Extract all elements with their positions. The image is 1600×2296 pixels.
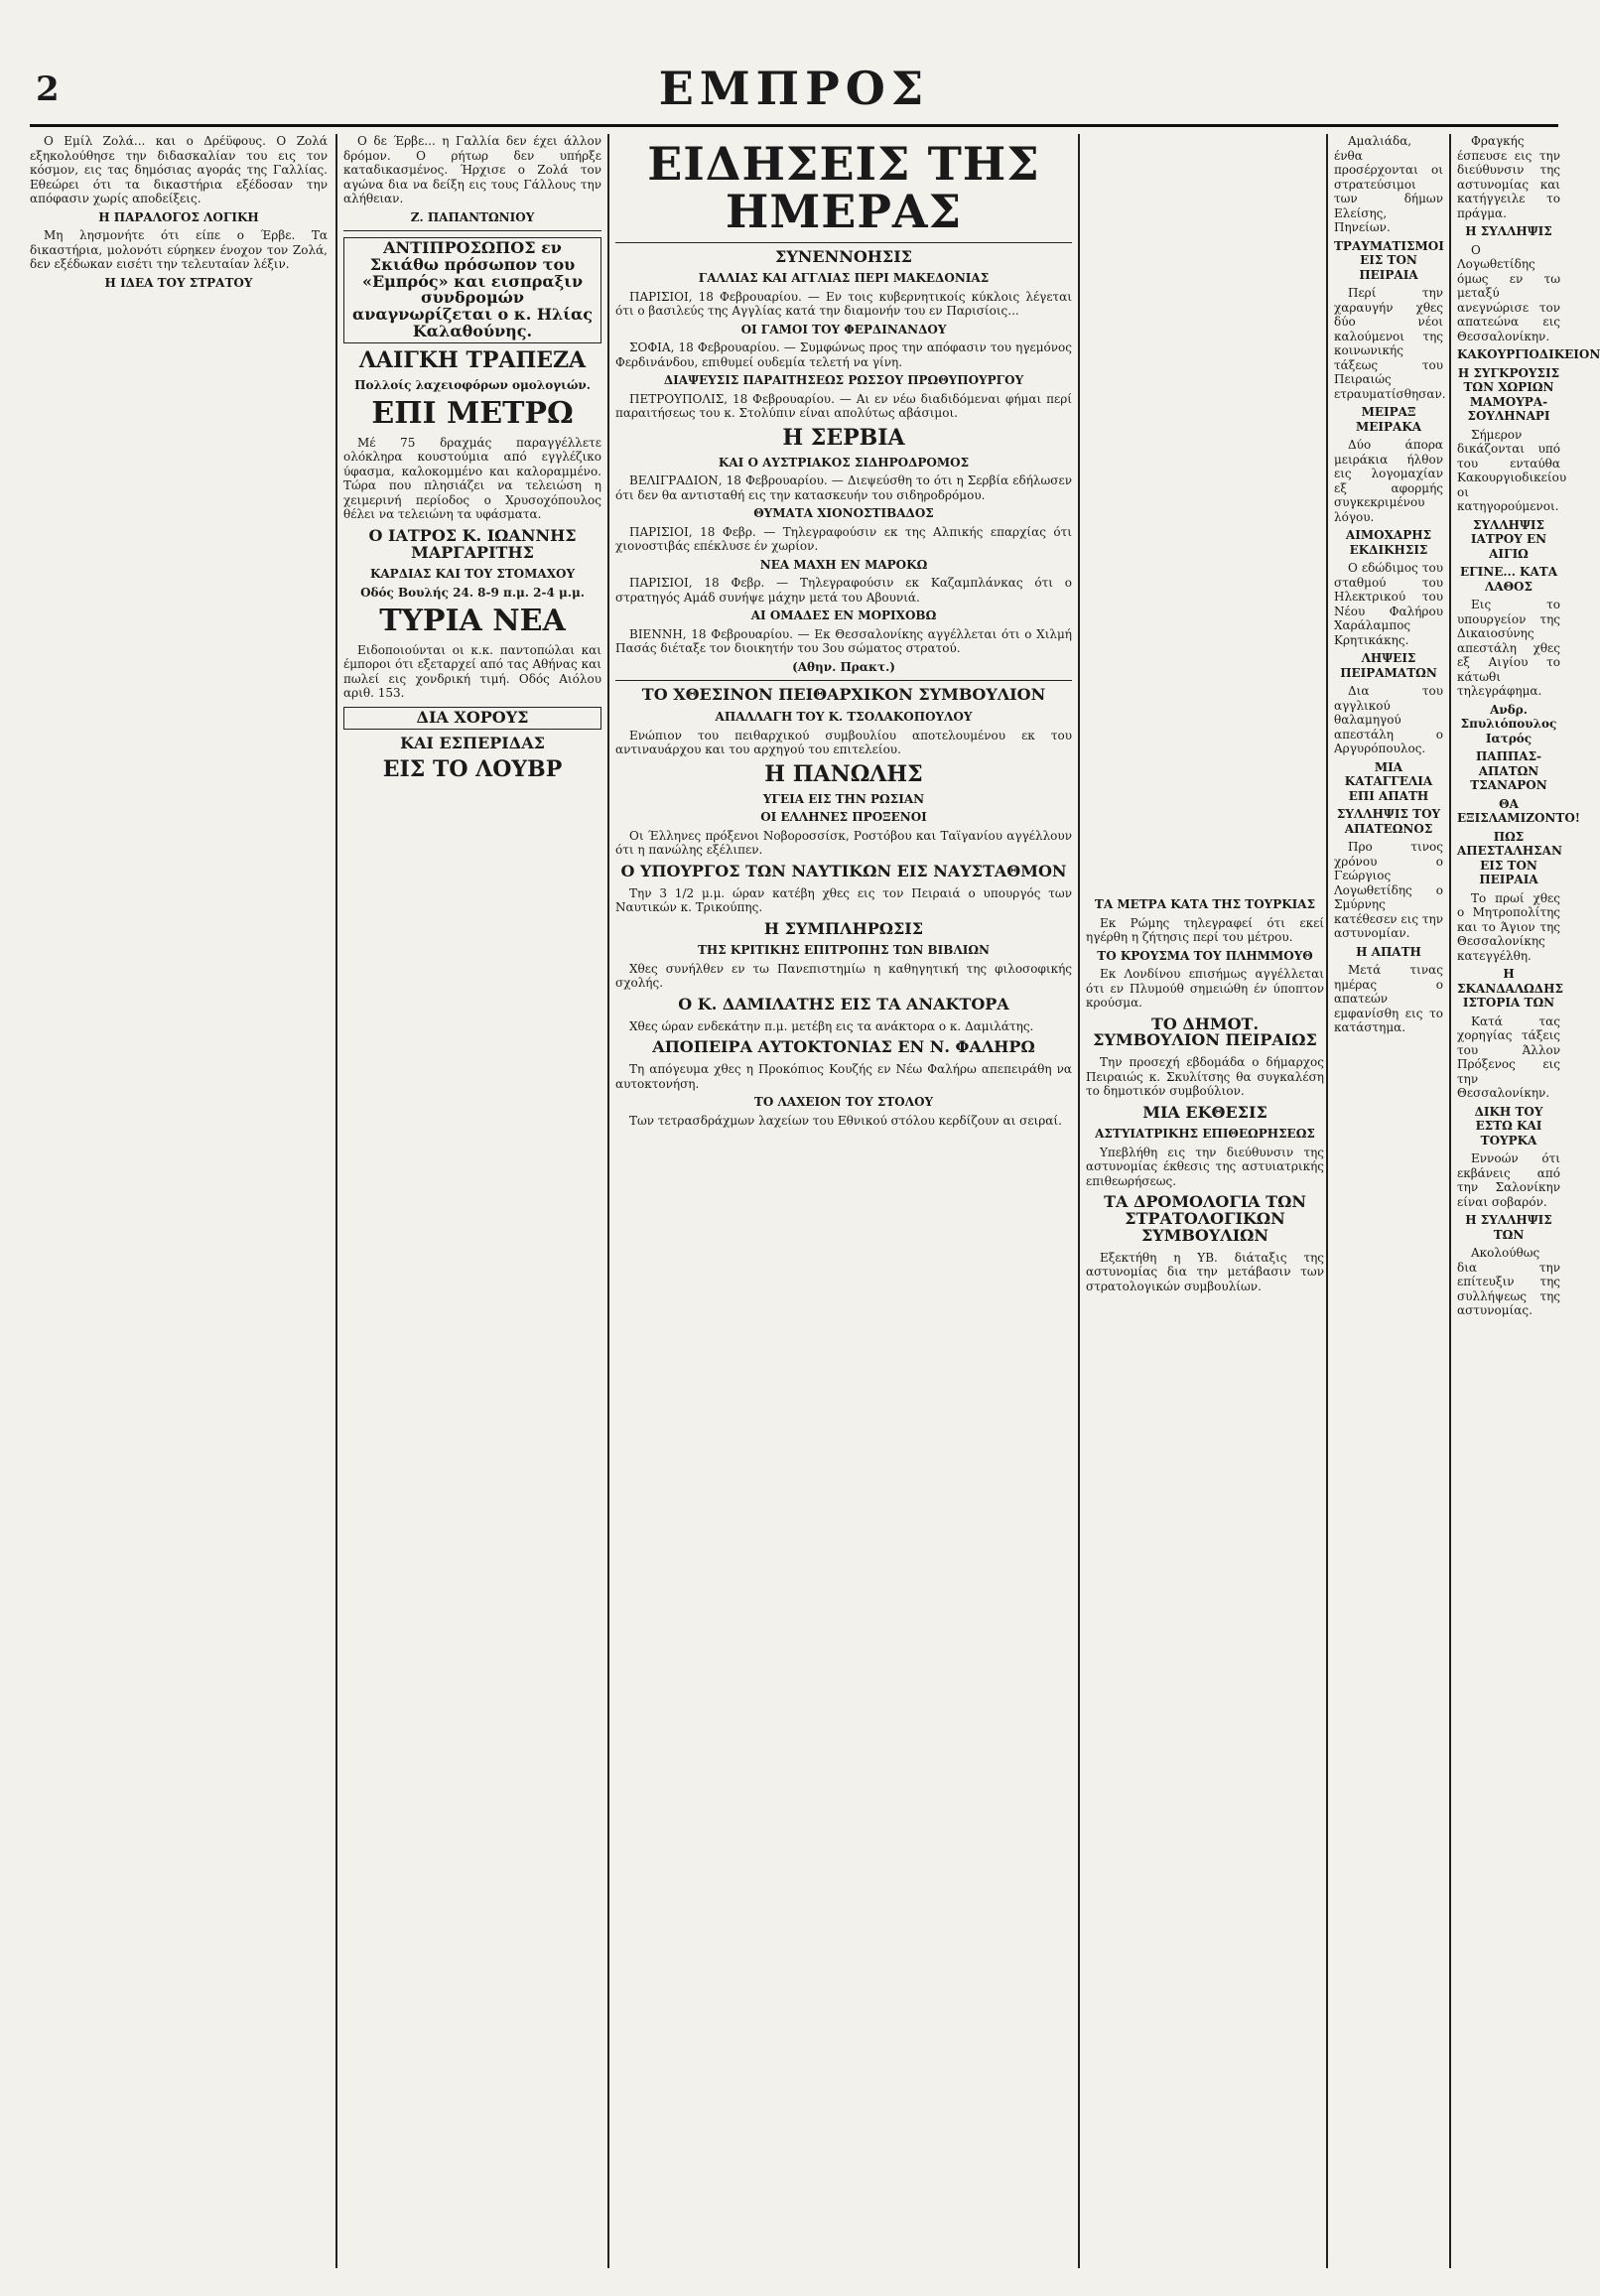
ad-doctor-title: Ο ΙΑΤΡΟΣ Κ. ΙΩΑΝΝΗΣ ΜΑΡΓΑΡΙΤΗΣ <box>368 525 577 562</box>
article-subhead: ΑΠΑΛΛΑΓΗ ΤΟΥ Κ. ΤΣΟΛΑΚΟΠΟΥΛΟΥ <box>715 710 973 725</box>
article-headline: ΤΟ ΔΗΜΟΤ. ΣΥΜΒΟΥΛΙΟΝ ΠΕΙΡΑΙΩΣ <box>1093 1013 1317 1050</box>
article-headline: ΜΙΑ ΚΑΤΑΓΓΕΛΙΑ ΕΠΙ ΑΠΑΤΗ <box>1344 759 1433 803</box>
article-subhead: ΤΗΣ ΚΡΙΤΙΚΗΣ ΕΠΙΤΡΟΠΗΣ ΤΩΝ ΒΙΒΛΙΩΝ <box>697 943 991 958</box>
article-headline: ΜΕΙΡΑΞ ΜΕΙΡΑΚΑ <box>1355 405 1422 434</box>
article-headline: Η ΣΥΛΛΗΨΙΣ ΤΩΝ <box>1465 1213 1552 1242</box>
article-headline: ΣΥΛΛΗΨΙΣ ΙΑΤΡΟΥ ΕΝ ΑΙΓΙΩ <box>1470 517 1547 561</box>
article-subhead: ΚΑΙ Ο ΑΥΣΤΡΙΑΚΟΣ ΣΙΔΗΡΟΔΡΟΜΟΣ <box>718 455 970 470</box>
article-subhead: ΑΣΤΥΙΑΤΡΙΚΗΣ ΕΠΙΘΕΩΡΗΣΕΩΣ <box>1095 1127 1315 1142</box>
column-5 <box>1334 134 1446 2268</box>
article-headline: ΔΙΑΨΕΥΣΙΣ ΠΑΡΑΙΤΗΣΕΩΣ ΡΩΣΣΟΥ ΠΡΩΘΥΠΟΥΡΓΟΥ <box>663 373 1024 388</box>
column-4 <box>1086 893 1324 2268</box>
article-text: Εκ Ρώμης τηλεγραφεί ότι εκεί ηγέρθη η ζήτησις περί του μέτρου. <box>1086 915 1324 944</box>
article-headline: ΑΙΜΟΧΑΡΗΣ ΕΚΔΙΚΗΣΙΣ <box>1345 528 1432 557</box>
article-headline: Ο Κ. ΔΑΜΙΛΑΤΗΣ ΕΙΣ ΤΑ ΑΝΑΚΤΟΡΑ <box>678 994 1009 1013</box>
article-subhead: ΕΓΙΝΕ... ΚΑΤΑ ΛΑΘΟΣ <box>1459 565 1558 594</box>
article-headline: Η ΙΔΕΑ ΤΟΥ ΣΤΡΑΤΟΥ <box>104 275 253 290</box>
ad-agent: ΑΝΤΙΠΡΟΣΩΠΟΣ εν Σκιάθω πρόσωπον του «Εμπρός» και εισπραξιν συνδρομών αναγνωρίζεται ο κ. Ηλίας Καλαθούνης. <box>343 237 601 343</box>
article-text: Την 3 1/2 μ.μ. ώραν κατέβη χθες εις τον Πειραιά ο υπουργός των Ναυτικών κ. Τρικούπης. <box>615 885 1072 915</box>
article-headline: Η ΠΑΝΩΛΗΣ <box>764 760 923 787</box>
article-text: Εξεκτήθη η ΥΒ. διάταξις της αστυνομίας δια την μετάβασιν των στρατολογικών συμβουλίων. <box>1086 1250 1324 1293</box>
article-text: Χθες ώραν ενδεκάτην π.μ. μετέβη εις τα ανάκτορα ο κ. Δαμιλάτης. <box>629 1018 1034 1033</box>
article-text: Μετά τινας ημέρας ο απατεών εμφανίσθη εις το κατάστημα. <box>1334 963 1443 1034</box>
article-headline: Η ΠΑΡΑΛΟΓΟΣ ΛΟΓΙΚΗ <box>98 209 259 224</box>
article-text: Ο εδώδιμος του σταθμού του Ηλεκτρικού του Νέου Φαλήρου Χαράλαμπος Κρητικάκης. <box>1334 561 1443 647</box>
article-text: Σήμερον δικάζονται υπό του ενταύθα Κακουργιοδικείου οι κατηγορούμενοι. <box>1457 427 1567 513</box>
article-subhead: ΓΑΛΛΙΑΣ ΚΑΙ ΑΓΓΛΙΑΣ ΠΕΡΙ ΜΑΚΕΔΟΝΙΑΣ <box>698 271 990 286</box>
article-text: ΣΟΦΙΑ, 18 Φεβρουαρίου. — Συμφώνως προς την απόφασιν του ηγεμόνος Φερδινάνδου, επιθυμεί ουδεμία τελετή να γίνη. <box>615 340 1072 369</box>
article-text: Την προσεχή εβδομάδα ο δήμαρχος Πειραιώς κ. Σκυλίτσης θα συγκαλέση το δημοτικόν συμβούλιον. <box>1086 1055 1324 1099</box>
article-subhead: ΟΙ ΕΛΛΗΝΕΣ ΠΡΟΞΕΝΟΙ <box>760 810 927 825</box>
article-text: Ο Λογωθετίδης όμως εν τω μεταξύ ανεγνώρισε τον απατεώνα εις Θεσσαλονίκην. <box>1457 242 1560 343</box>
article-text: Τη απόγευμα χθες η Προκόπιος Κουζής εν Νέω Φαλήρω απεπειράθη να αυτοκτονήση. <box>615 1062 1072 1091</box>
column-divider <box>607 134 609 2268</box>
article-headline: ΤΟ ΚΡΟΥΣΜΑ ΤΟΥ ΠΛΗΜΜΟΥΘ <box>1097 948 1313 963</box>
column-3 <box>615 134 1072 2268</box>
article-headline: Ο ΥΠΟΥΡΓΟΣ ΤΩΝ ΝΑΥΤΙΚΩΝ ΕΙΣ ΝΑΥΣΤΑΘΜΟΝ <box>620 861 1067 880</box>
column-2 <box>343 134 601 2268</box>
separator <box>615 680 1072 681</box>
article-text: Ο δε Έρβε... η Γαλλία δεν έχει άλλον δρόμον. Ο ρήτωρ δεν υπήρξε καταδικασμένος. Ήρχισε ο Ζολά τον αγώνα δια να δείξη εις τους Γάλλους την αλήθειαν. <box>343 134 601 205</box>
column-1 <box>30 134 328 2268</box>
article-text: ΠΑΡΙΣΙΟΙ, 18 Φεβρουαρίου. — Εν τοις κυβερνητικοίς κύκλοις λέγεται ότι ο βασιλεύς της Αγγλίας κατά την διαμονήν του εν Παρισίοις... <box>615 289 1072 319</box>
ad-dance-sub: ΚΑΙ ΕΣΠΕΡΙΔΑΣ <box>400 733 545 752</box>
ad-louvre: ΕΙΣ ΤΟ ΛΟΥΒΡ <box>382 755 563 782</box>
article-text: Το πρωί χθες ο Μητροπολίτης και το Άγιον της Θεσσαλονίκης κατεγγέλθη. <box>1457 890 1560 963</box>
article-text: Περί την χαραυγήν χθες δύο νέοι καλούμενοι της κοινωνικής τάξεως του Πειραιώς ετραυματίσθησαν. <box>1334 286 1446 401</box>
article-text: Των τετρασδράχμων λαχείων του Εθνικού στόλου κερδίζουν αι σειραί. <box>629 1113 1062 1128</box>
ad-metro-title: ΕΠΙ ΜΕΤΡΩ <box>371 396 574 432</box>
column-divider <box>335 134 337 2268</box>
article-text: Προ τινος χρόνου ο Γεώργιος Λογωθετίδης ο Σμύρνης κατέθεσεν εις την αστυνομίαν. <box>1334 840 1443 940</box>
signature: Ανδρ. Σπυλιόπουλος Ιατρός <box>1460 702 1557 745</box>
section-title: ΕΙΔΗΣΕΙΣ ΤΗΣ ΗΜΕΡΑΣ <box>647 137 1040 239</box>
article-subhead: Η ΣΥΓΚΡΟΥΣΙΣ ΤΩΝ ΧΩΡΙΩΝ ΜΑΜΟΥΡΑ-ΣΟΥΛΗΝΑΡΙ <box>1457 365 1560 423</box>
ad-metro-text: Μέ 75 δραχμάς παραγγέλλετε ολόκληρα κουστούμια από εγγλέζικο ύφασμα, καλοκομμένο και καλοραμμένο. Τώρα που πλησιάζει να τελειώση η χειμερινή περίοδος ο Χρυσοχόπουλος θέλει να τελειώνη τα υφάσματα. <box>343 435 601 522</box>
article-headline: ΑΠΟΠΕΙΡΑ ΑΥΤΟΚΤΟΝΙΑΣ ΕΝ Ν. ΦΑΛΗΡΩ <box>652 1037 1035 1057</box>
article-text: Υπεβλήθη εις την διεύθυνσιν της αστυνομίας έκθεσις της αστυιατρικής επιθεωρήσεως. <box>1086 1145 1324 1188</box>
article-headline: Η ΣΚΑΝΔΑΛΩΔΗΣ ΙΣΤΟΡΙΑ ΤΩΝ <box>1457 967 1563 1010</box>
article-headline: Η ΣΥΜΠΛΗΡΩΣΙΣ <box>763 918 924 938</box>
ad-bank-sub: Πολλοίς λαχειοφόρων ομολογιών. <box>354 377 591 392</box>
article-headline: ΔΙΚΗ ΤΟΥ ΕΣΤΩ ΚΑΙ ΤΟΥΡΚΑ <box>1474 1104 1543 1148</box>
article-headline: ΜΙΑ ΕΚΘΕΣΙΣ <box>1142 1102 1267 1122</box>
article-subhead: ΥΓΕΙΑ ΕΙΣ ΤΗΝ ΡΩΣΙΑΝ <box>762 791 925 806</box>
newspaper-title: ΕΜΠΡΟΣ <box>658 62 930 115</box>
article-source: (Αθην. Πρακτ.) <box>792 659 895 674</box>
article-headline: ΠΑΠΠΑΣ-ΑΠΑΤΩΝ ΤΣΑΝΑΡΟΝ <box>1470 749 1547 792</box>
ad-doctor-sub: ΚΑΡΔΙΑΣ ΚΑΙ ΤΟΥ ΣΤΟΜΑΧΟΥ <box>369 567 576 582</box>
article-headline: ΟΙ ΓΑΜΟΙ ΤΟΥ ΦΕΡΔΙΝΑΝΔΟΥ <box>740 322 947 337</box>
article-text: ΠΑΡΙΣΙΟΙ, 18 Φεβρ. — Τηλεγραφούσιν εκ Καζαμπλάνκας ότι ο στρατηγός Αμάδ συνήψε μάχην μετά του Αβουνιά. <box>615 576 1072 605</box>
article-headline: ΝΕΑ ΜΑΧΗ ΕΝ ΜΑΡΟΚΩ <box>759 557 928 572</box>
ad-dance-title: ΔΙΑ ΧΟΡΟΥΣ <box>343 707 601 730</box>
separator <box>343 230 601 231</box>
article-text: Χθες συνήλθεν εν τω Πανεπιστημίω η καθηγητική της φιλοσοφικής σχολής. <box>615 961 1072 991</box>
article-subhead: ΘΑ ΕΞΙΣΛΑΜΙΖΟΝΤΟ! <box>1457 796 1581 825</box>
article-text: ΒΙΕΝΝΗ, 18 Φεβρουαρίου. — Εκ Θεσσαλονίκης αγγέλλεται ότι ο Χιλμή Πασάς διέταξε τον διοικητήν του 3ου σώματος στρατού. <box>615 626 1072 656</box>
article-headline: Η ΣΕΡΒΙΑ <box>782 424 905 451</box>
article-headline: ΤΟ ΛΑΧΕΙΟΝ ΤΟΥ ΣΤΟΛΟΥ <box>753 1095 934 1110</box>
column-divider <box>1449 134 1451 2268</box>
article-text: Εκ Λονδίνου επισήμως αγγέλλεται ότι εν Πλυμούθ σημειώθη έν ύποπτον κρούσμα. <box>1086 967 1324 1010</box>
article-headline: ΤΑ ΔΡΟΜΟΛΟΓΙΑ ΤΩΝ ΣΤΡΑΤΟΛΟΓΙΚΩΝ ΣΥΜΒΟΥΛΙΩΝ <box>1104 1192 1306 1245</box>
article-text: Ακολούθως δια την επίτευξιν της συλλήψεως της αστυνομίας. <box>1457 1246 1560 1317</box>
article-headline: ΚΑΚΟΥΡΓΙΟΔΙΚΕΙΟΝ <box>1457 347 1600 361</box>
article-text: Δια του αγγλικού θαλαμηγού απεστάλη ο Αργυρόπουλος. <box>1334 684 1443 755</box>
article-text: ΠΕΤΡΟΥΠΟΛΙΣ, 18 Φεβρουαρίου. — Αι εν νέω διαδιδόμεναι φήμαι περί παραιτήσεως του κ. Στολύπιν είναι απολύτως αβάσιμοι. <box>615 391 1072 421</box>
page-number: 2 <box>36 69 60 109</box>
article-subhead: ΠΩΣ ΑΠΕΣΤΑΛΗΣΑΝ ΕΙΣ ΤΟΝ ΠΕΙΡΑΙΑ <box>1457 829 1562 886</box>
article-text: Ενώπιον του πειθαρχικού συμβουλίου αποτελουμένου εκ του αντιναυάρχου και του αρχηγού του επιτελείου. <box>615 728 1072 757</box>
article-text: Ο Εμίλ Ζολά... και ο Δρέϋφους. Ο Ζολά εξηκολούθησε την διδασκαλίαν του εις τον κόσμον, εις τας δημόσιας αγοράς της Γαλλίας. Εθεώρει ότι τα δικαστήρια εξέδοσαν την απόφασιν χωρίς αποδείξεις. <box>30 134 328 205</box>
article-text: ΠΑΡΙΣΙΟΙ, 18 Φεβρ. — Τηλεγραφούσιν εκ της Αλπικής επαρχίας ότι χιονοστιβάς επέκλυσε έν χωρίον. <box>615 524 1072 554</box>
article-headline: ΤΡΑΥΜΑΤΙΣΜΟΙ ΕΙΣ ΤΟΝ ΠΕΙΡΑΙΑ <box>1334 238 1444 282</box>
article-text: Μη λησμονήτε ότι είπε ο Έρβε. Τα δικαστήρια, μολονότι εύρηκεν ένοχον τον Ζολά, δεν εξέδωκαν εισέτι την τελευταίαν λέξιν. <box>30 228 328 271</box>
article-headline: ΛΗΨΕΙΣ ΠΕΙΡΑΜΑΤΩΝ <box>1340 651 1437 680</box>
article-text: Κατά τας χορηγίας τάξεις του Άλλον Πρόξενος εις την Θεσσαλονίκην. <box>1457 1013 1560 1100</box>
article-headline: ΣΥΝΕΝΝΟΗΣΙΣ <box>775 246 912 266</box>
article-headline: ΘΥΜΑΤΑ ΧΙΟΝΟΣΤΙΒΑΔΟΣ <box>753 506 934 521</box>
column-divider <box>1326 134 1328 2268</box>
article-headline: ΤΑ ΜΕΤΡΑ ΚΑΤΑ ΤΗΣ ΤΟΥΡΚΙΑΣ <box>1094 897 1316 911</box>
article-headline: Η ΣΥΛΛΗΨΙΣ <box>1465 224 1552 238</box>
ad-cheese-title: ΤΥΡΙΑ ΝΕΑ <box>379 604 566 639</box>
article-text: Δύο άπορα μειράκια ήλθον εις λογομαχίαν εξ αφορμής συγκεκριμένου λόγου. <box>1334 438 1443 524</box>
column-divider <box>1078 134 1080 2268</box>
ad-cheese-text: Ειδοποιούνται οι κ.κ. παντοπώλαι και έμποροι ότι εξεταρχεί από τας Αθήνας και πωλεί εις χονδρική τιμή. Οδός Αιόλου αριθ. 153. <box>343 642 601 701</box>
article-text: Φραγκής έσπευσε εις την διεύθυνσιν της αστυνομίας και κατήγγειλε το πράγμα. <box>1457 134 1560 220</box>
ad-doctor-address: Οδός Βουλής 24. 8-9 π.μ. 2-4 μ.μ. <box>360 585 585 600</box>
article-headline: ΤΟ ΧΘΕΣΙΝΟΝ ΠΕΙΘΑΡΧΙΚΟΝ ΣΥΜΒΟΥΛΙΟΝ <box>641 685 1046 705</box>
article-text: Εις το υπουργείον της Δικαιοσύνης απεστάλη χθες εξ Αιγίου το κάτωθι τηλεγράφημα. <box>1457 598 1560 698</box>
ad-bank-title: ΛΑΙΓΚΗ ΤΡΑΠΕΖΑ <box>358 346 587 373</box>
signature: Ζ. ΠΑΠΑΝΤΩΝΙΟΥ <box>410 209 535 224</box>
article-text: Αμαλιάδα, ένθα προσέρχονται οι στρατεύσιμοι των δήμων Ελείσης, Πηνείων. <box>1334 134 1443 234</box>
top-rule <box>30 124 1558 127</box>
article-text: Οι Έλληνες πρόξενοι Νοβοροσσίσκ, Ροστόβου και Ταϊγανίου αγγέλλουν ότι η πανώλης εξέλιπεν. <box>615 828 1072 858</box>
article-text: Εννοών ότι εκβάνεις από την Σαλονίκην είναι σοβαρόν. <box>1457 1151 1560 1209</box>
masthead <box>0 0 1588 115</box>
separator <box>615 242 1072 243</box>
article-subhead: ΣΥΛΛΗΨΙΣ ΤΟΥ ΑΠΑΤΕΩΝΟΣ <box>1336 807 1441 836</box>
article-headline: Η ΑΠΑΤΗ <box>1356 944 1421 959</box>
column-6 <box>1457 134 1600 2268</box>
article-headline: ΑΙ ΟΜΑΔΕΣ ΕΝ ΜΟΡΙΧΟΒΩ <box>750 608 937 623</box>
article-text: ΒΕΛΙΓΡΑΔΙΟΝ, 18 Φεβρουαρίου. — Διεψεύσθη το ότι η Σερβία εδήλωσεν ότι δεν θα αντισταθή εις την κατασκευήν του σιδηροδρόμου. <box>615 473 1072 502</box>
